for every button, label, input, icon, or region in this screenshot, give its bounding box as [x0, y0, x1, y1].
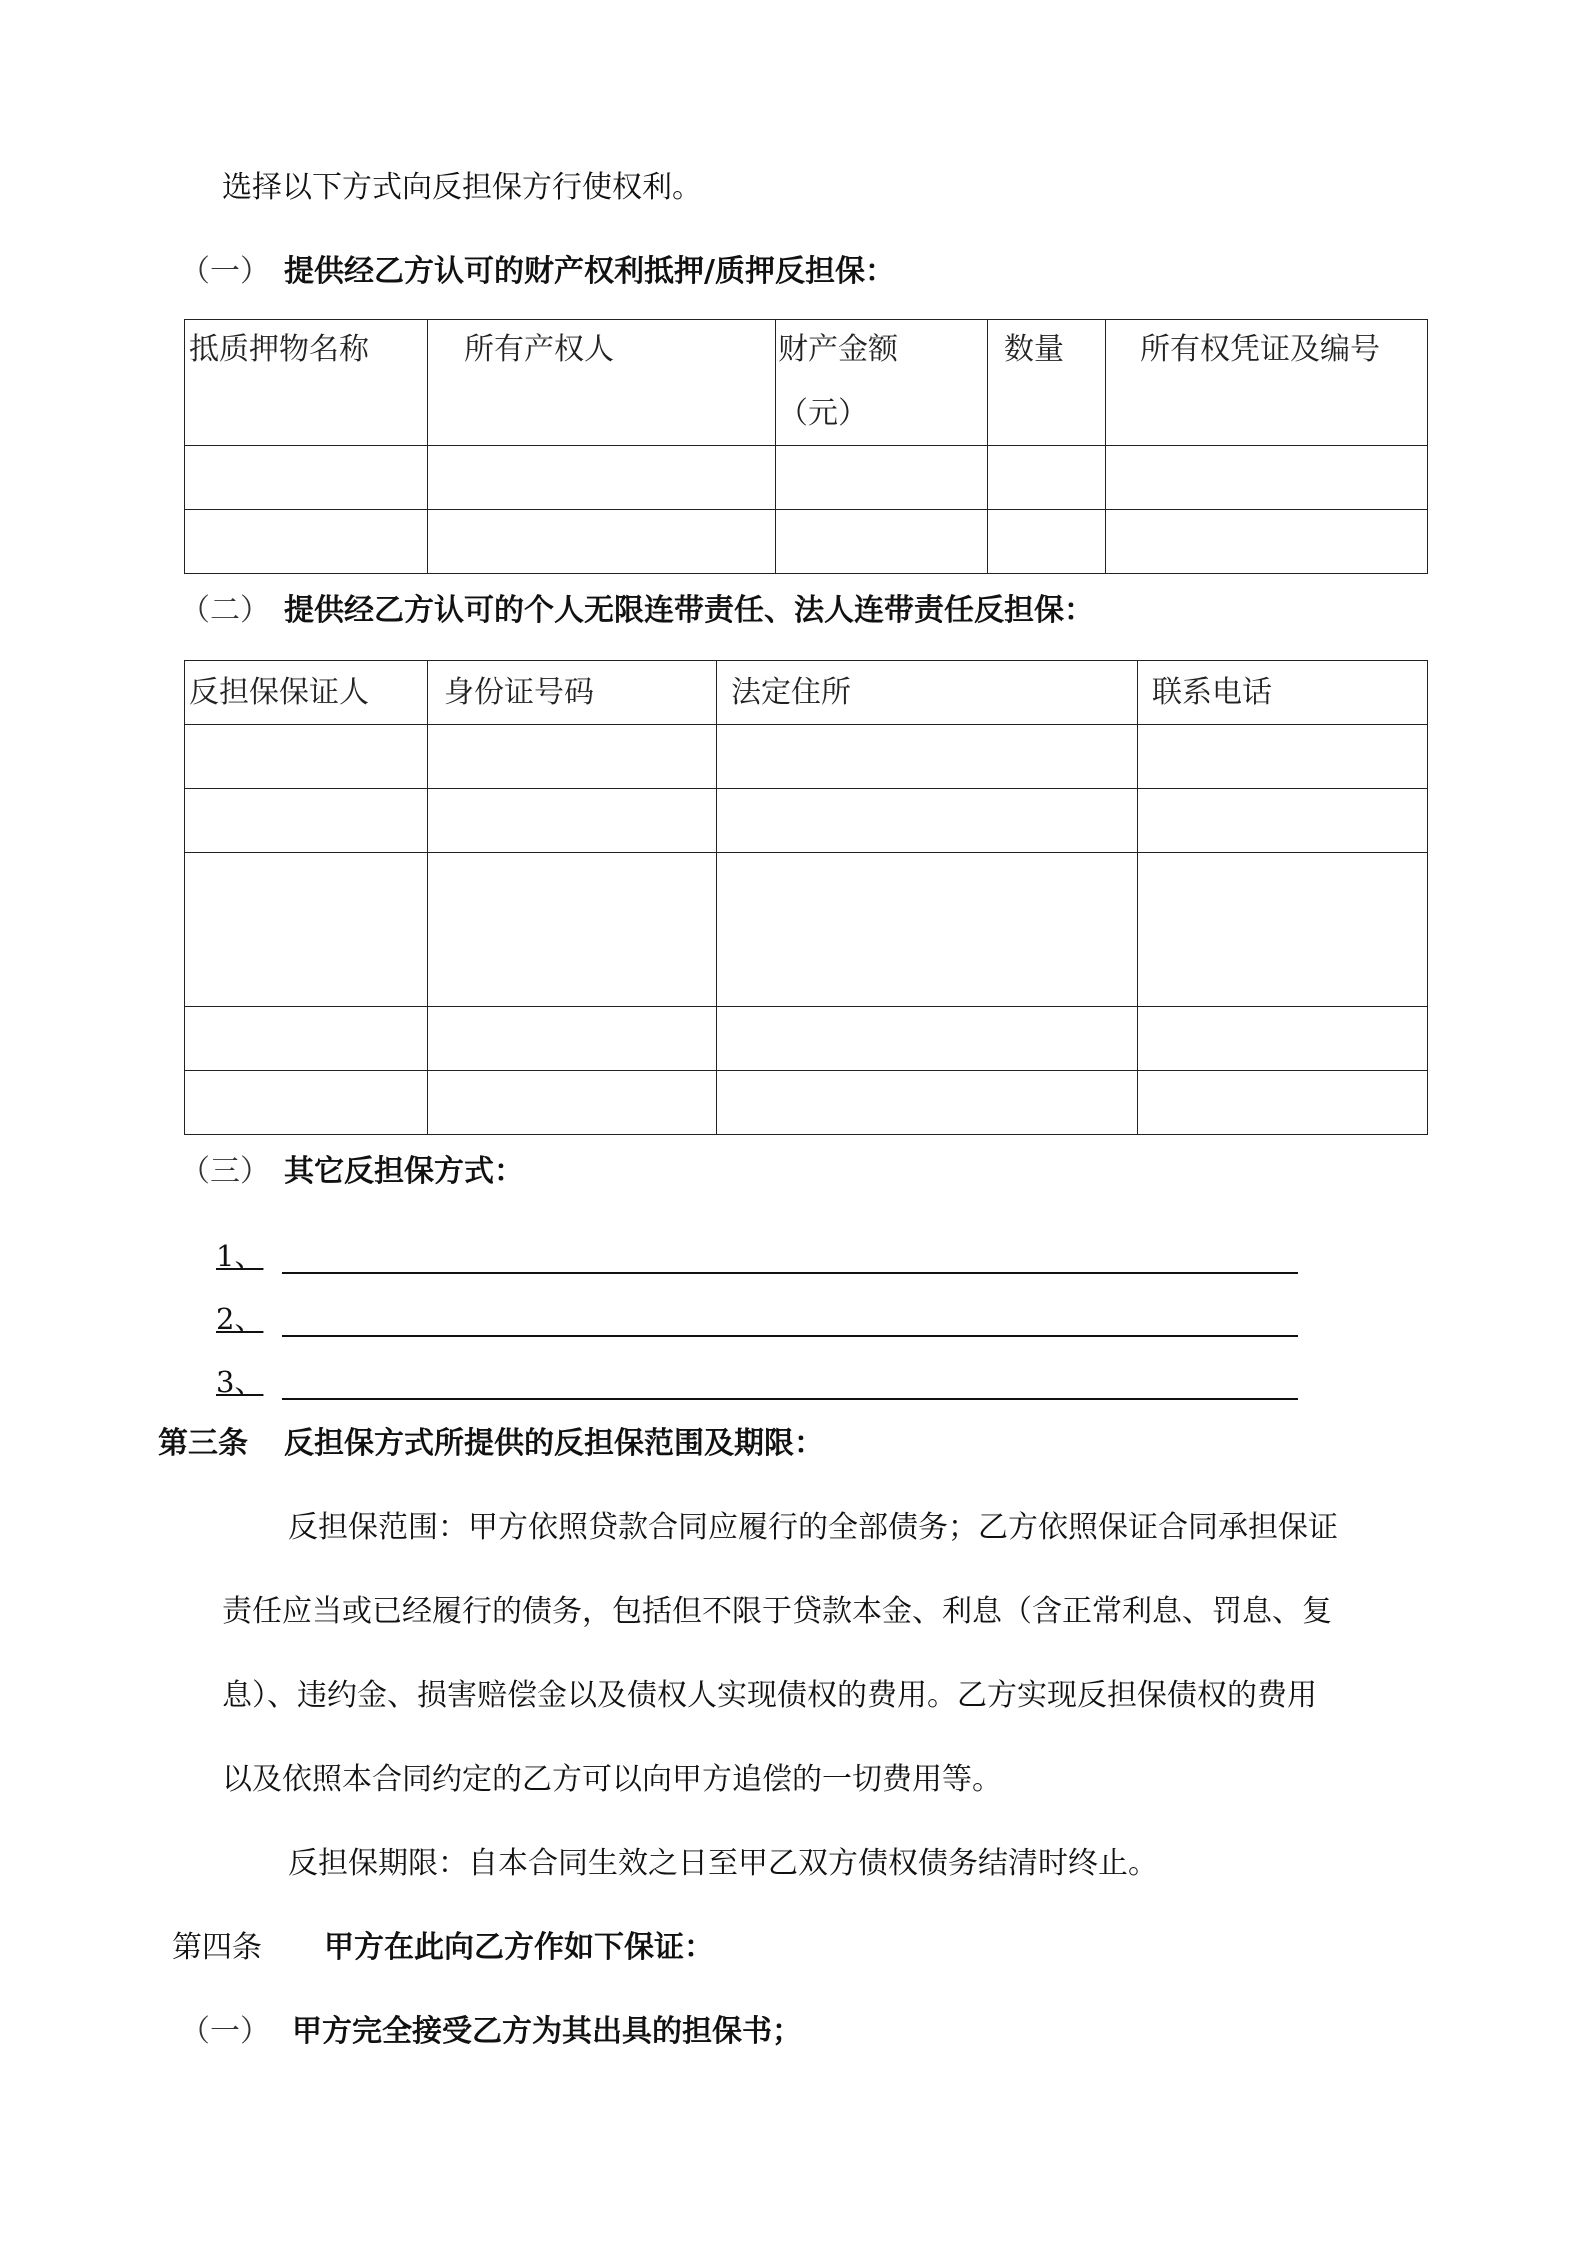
period-paragraph — [288, 1844, 1158, 1884]
col-owner: 所有产权人 — [428, 320, 776, 446]
table-header-row — [185, 661, 1428, 725]
section1-title: 提供经乙方认可的财产权利抵押/质押反担保： — [284, 254, 895, 289]
scope-paragraph-line-1 — [288, 1508, 1338, 1548]
intro-line: 选择以下方式向反担保方行使权利。 — [222, 170, 702, 205]
article4-item1-label: （一） — [180, 2014, 270, 2049]
article4-item1-text: 甲方完全接受乙方为其出具的担保书； — [292, 2014, 802, 2049]
section3-label: （三） — [180, 1154, 270, 1189]
article4-title: 甲方在此向乙方作如下保证： — [324, 1930, 714, 1965]
col-amount — [776, 320, 988, 446]
col-amount-unit: （元） — [778, 396, 868, 431]
table-row — [185, 510, 1428, 574]
article3-heading: 第三条 — [158, 1426, 248, 1461]
table-row — [185, 853, 1428, 1007]
table-row — [185, 446, 1428, 510]
blank-item-1-number: 1、 — [216, 1239, 264, 1273]
col-quantity: 数量 — [988, 320, 1106, 446]
section2-label: （二） — [180, 593, 270, 628]
col-collateral-name: 抵质押物名称 — [185, 320, 428, 446]
article3-title: 反担保方式所提供的反担保范围及期限： — [284, 1426, 824, 1461]
article4-heading: 第四条 — [172, 1930, 262, 1965]
period-text: 自本合同生效之日至甲乙双方债权债务结清时终止。 — [468, 1846, 1158, 1881]
scope-line-4: 以及依照本合同约定的乙方可以向甲方追偿的一切费用等。 — [222, 1762, 1002, 1797]
guarantor-table — [184, 660, 1428, 1135]
blank-item-2-number: 2、 — [216, 1302, 264, 1336]
col-certificate: 所有权凭证及编号 — [1106, 320, 1428, 446]
table-row — [185, 1071, 1428, 1135]
scope-line-1: 甲方依照贷款合同应履行的全部债务；乙方依照保证合同承担保证 — [468, 1510, 1338, 1545]
collateral-table — [184, 319, 1428, 574]
section1-label: （一） — [180, 254, 270, 289]
scope-line-3: 息）、违约金、损害赔偿金以及债权人实现债权的费用。乙方实现反担保债权的费用 — [222, 1678, 1317, 1713]
table-row — [185, 789, 1428, 853]
scope-label: 反担保范围： — [288, 1510, 468, 1545]
blank-line-3[interactable] — [282, 1398, 1298, 1400]
section3-title: 其它反担保方式： — [284, 1154, 524, 1189]
period-label: 反担保期限： — [288, 1846, 468, 1881]
section2-title: 提供经乙方认可的个人无限连带责任、法人连带责任反担保： — [284, 593, 1094, 628]
col-id-number: 身份证号码 — [428, 661, 717, 725]
col-address: 法定住所 — [717, 661, 1138, 725]
table-row — [185, 725, 1428, 789]
col-guarantor: 反担保保证人 — [185, 661, 428, 725]
blank-line-2[interactable] — [282, 1335, 1298, 1337]
table-header-row — [185, 320, 1428, 446]
blank-line-1[interactable] — [282, 1272, 1298, 1274]
table-row — [185, 1007, 1428, 1071]
col-phone: 联系电话 — [1138, 661, 1428, 725]
scope-line-2: 责任应当或已经履行的债务，包括但不限于贷款本金、利息（含正常利息、罚息、复 — [222, 1594, 1332, 1629]
blank-item-3-number: 3、 — [216, 1365, 264, 1399]
col-amount-label: 财产金额 — [778, 332, 898, 367]
